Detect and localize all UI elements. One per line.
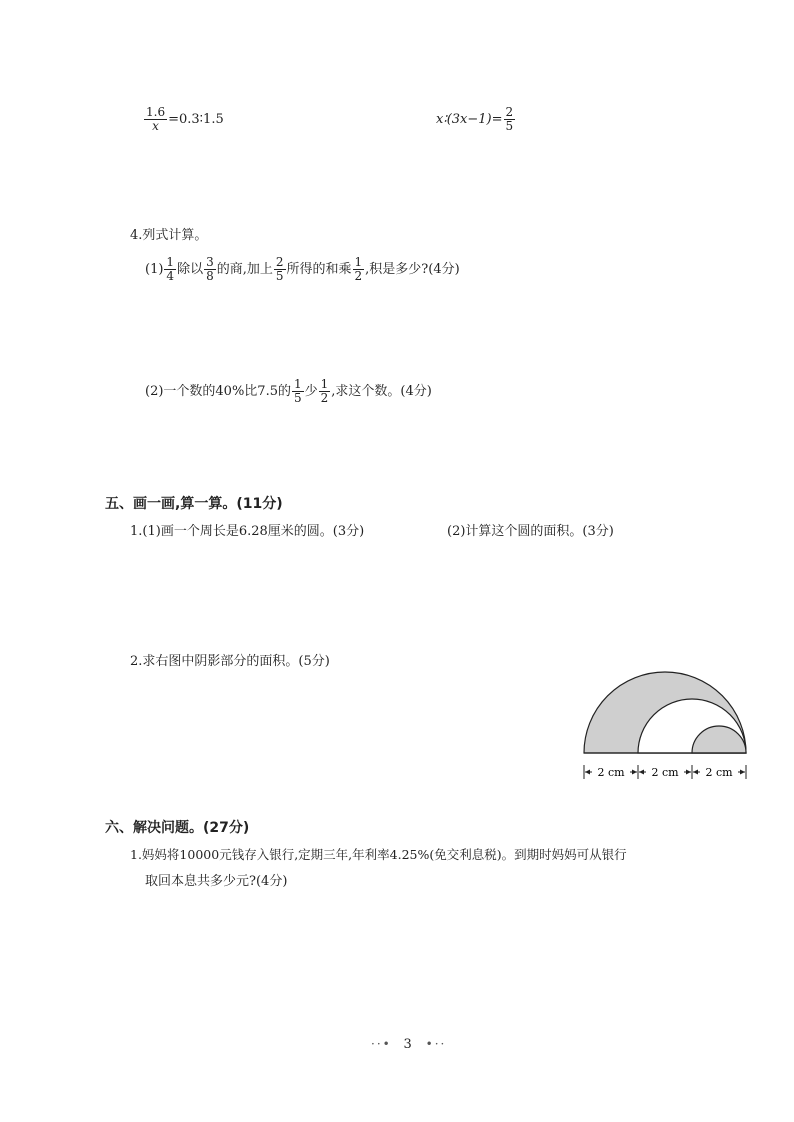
denominator: 5: [275, 269, 284, 283]
shaded-area-figure: [578, 670, 758, 785]
q4-part1: [145, 256, 460, 283]
equation-1: [143, 106, 224, 133]
numerator: 2: [505, 105, 514, 119]
numerator: 1.6: [146, 105, 166, 119]
section-5-title: 五、画一画,算一算。(11分): [105, 496, 283, 512]
text: (1): [145, 262, 164, 277]
text: 少: [304, 384, 318, 399]
fraction: [164, 256, 176, 283]
equation-1-fraction: [144, 106, 167, 133]
section-5-q1b: (2)计算这个圆的面积。(3分): [447, 524, 614, 539]
dimension-label-1: 2 cm: [597, 766, 625, 779]
section-6-q1-line2: 取回本息共多少元?(4分): [145, 874, 288, 889]
numerator: 2: [275, 255, 284, 269]
fraction: [292, 378, 304, 405]
denominator: 2: [354, 269, 363, 283]
denominator: 2: [320, 391, 329, 405]
fraction: [353, 256, 365, 283]
text: 的商,加上: [216, 262, 273, 277]
section-5-q2: 2.求右图中阴影部分的面积。(5分): [130, 654, 330, 669]
denominator: x: [152, 119, 159, 133]
denominator: 8: [206, 269, 214, 283]
dimension-label-3: 2 cm: [705, 766, 733, 779]
numerator: 1: [293, 377, 302, 391]
denominator: 5: [293, 391, 302, 405]
q4-title: 4.列式计算。: [130, 228, 208, 243]
fraction: [204, 256, 216, 283]
page-number: [371, 1037, 446, 1052]
numerator: 1: [354, 255, 363, 269]
numerator: 3: [206, 255, 214, 269]
denominator: 5: [505, 119, 514, 133]
fraction: [319, 378, 331, 405]
fraction: [274, 256, 286, 283]
numerator: 1: [320, 377, 329, 391]
equation-2-lhs: x∶(3x−1)=: [436, 112, 503, 127]
section-6-q1-line1: 1.妈妈将10000元钱存入银行,定期三年,年利率4.25%(免交利息税)。到期时妈妈可从银行: [130, 847, 627, 862]
equation-1-rest: =0.3∶1.5: [168, 112, 224, 127]
text: ,求这个数。(4分): [331, 384, 432, 399]
section-5-q1a: 1.(1)画一个周长是6.28厘米的圆。(3分): [130, 524, 365, 539]
numerator: 1: [166, 255, 175, 269]
page-number-value: 3: [403, 1037, 414, 1052]
dots-left: ··•: [371, 1037, 392, 1051]
text: 除以: [177, 262, 204, 277]
text: (2)一个数的40%比7.5的: [145, 384, 291, 399]
section-6-title: 六、解决问题。(27分): [105, 820, 250, 836]
equation-2: [436, 106, 516, 133]
text: ,积是多少?(4分): [365, 262, 460, 277]
dots-right: •··: [425, 1037, 447, 1051]
equation-2-fraction: [504, 106, 516, 133]
dimension-label-2: 2 cm: [651, 766, 679, 779]
text: 所得的和乘: [286, 262, 352, 277]
denominator: 4: [166, 269, 175, 283]
q4-part2: [145, 378, 432, 405]
